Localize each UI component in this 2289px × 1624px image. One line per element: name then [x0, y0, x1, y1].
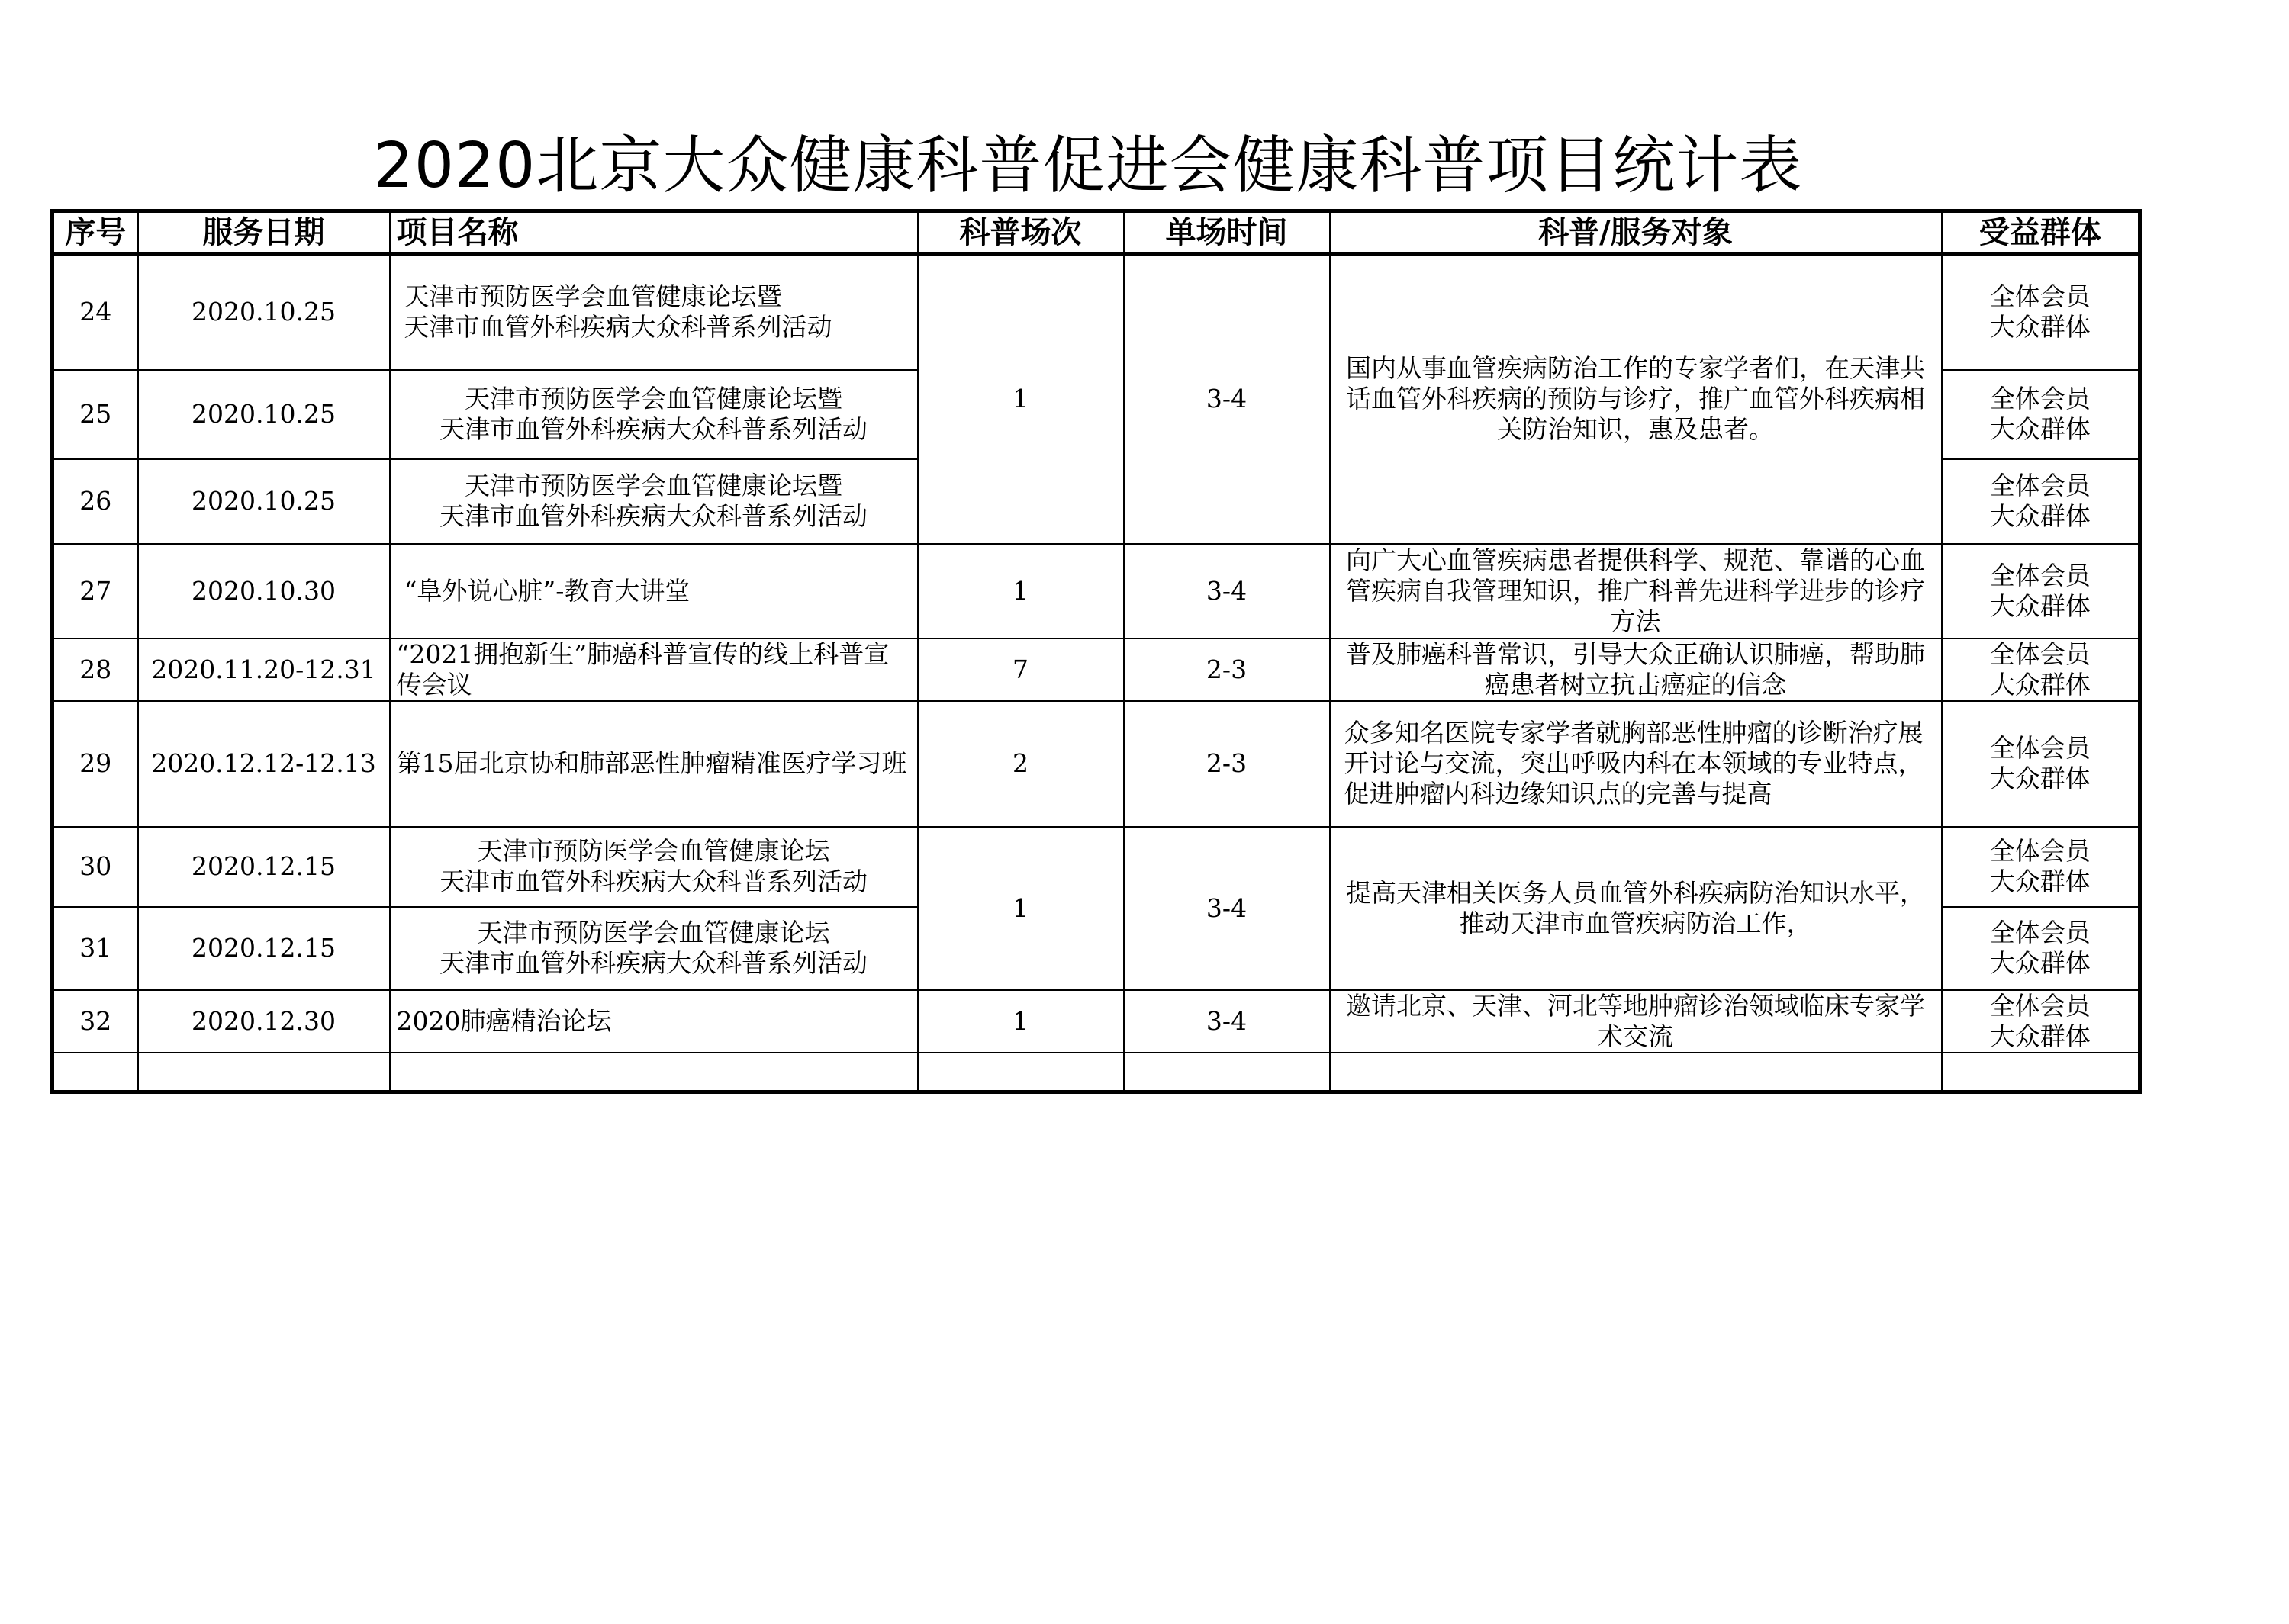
cell-project-name: 第15届北京协和肺部恶性肿瘤精准医疗学习班: [390, 701, 918, 827]
cell-seq: 30: [53, 827, 138, 907]
cell-project-name: 天津市预防医学会血管健康论坛 天津市血管外科疾病大众科普系列活动: [390, 907, 918, 990]
cell-project-name: 天津市预防医学会血管健康论坛暨 天津市血管外科疾病大众科普系列活动: [390, 254, 918, 370]
cell-date: 2020.11.20-12.31: [138, 638, 390, 701]
table-row: [53, 827, 2140, 907]
cell-seq: 31: [53, 907, 138, 990]
empty-cell: [1330, 1053, 1942, 1092]
cell-project-name: 天津市预防医学会血管健康论坛暨 天津市血管外科疾病大众科普系列活动: [390, 459, 918, 544]
cell-audience: 众多知名医院专家学者就胸部恶性肿瘤的诊断治疗展开讨论与交流，突出呼吸内科在本领域的专业特点，促进肿瘤内科边缘知识点的完善与提高: [1330, 701, 1942, 827]
cell-seq: 29: [53, 701, 138, 827]
cell-duration: 2-3: [1124, 638, 1330, 701]
cell-beneficiary: 全体会员 大众群体: [1942, 544, 2140, 638]
empty-row: [53, 1053, 2140, 1092]
statistics-table: [50, 209, 2142, 1094]
page-title: 2020北京大众健康科普促进会健康科普项目统计表: [373, 130, 1803, 202]
table-row: [53, 990, 2140, 1053]
cell-seq: 25: [53, 370, 138, 459]
cell-audience: 普及肺癌科普常识，引导大众正确认识肺癌，帮助肺癌患者树立抗击癌症的信念: [1330, 638, 1942, 701]
cell-sessions: 1: [918, 990, 1124, 1053]
header-seq: 序号: [53, 211, 138, 254]
cell-project-name: 2020肺癌精治论坛: [390, 990, 918, 1053]
header-row: [53, 211, 2140, 254]
empty-cell: [390, 1053, 918, 1092]
cell-sessions: 1: [918, 544, 1124, 638]
cell-duration: 3-4: [1124, 254, 1330, 544]
cell-date: 2020.10.30: [138, 544, 390, 638]
cell-beneficiary: 全体会员 大众群体: [1942, 907, 2140, 990]
cell-seq: 32: [53, 990, 138, 1053]
cell-beneficiary: 全体会员 大众群体: [1942, 990, 2140, 1053]
cell-project-name: 天津市预防医学会血管健康论坛暨 天津市血管外科疾病大众科普系列活动: [390, 370, 918, 459]
header-sessions: 科普场次: [918, 211, 1124, 254]
cell-date: 2020.10.25: [138, 254, 390, 370]
cell-seq: 28: [53, 638, 138, 701]
empty-cell: [53, 1053, 138, 1092]
cell-seq: 26: [53, 459, 138, 544]
cell-beneficiary: 全体会员 大众群体: [1942, 638, 2140, 701]
cell-beneficiary: 全体会员 大众群体: [1942, 459, 2140, 544]
cell-sessions: 7: [918, 638, 1124, 701]
cell-duration: 2-3: [1124, 701, 1330, 827]
cell-date: 2020.10.25: [138, 370, 390, 459]
header-audience: 科普/服务对象: [1330, 211, 1942, 254]
empty-cell: [1942, 1053, 2140, 1092]
table-row: [53, 701, 2140, 827]
cell-date: 2020.12.15: [138, 907, 390, 990]
empty-cell: [138, 1053, 390, 1092]
header-duration: 单场时间: [1124, 211, 1330, 254]
cell-beneficiary: 全体会员 大众群体: [1942, 254, 2140, 370]
cell-duration: 3-4: [1124, 990, 1330, 1053]
empty-cell: [1124, 1053, 1330, 1092]
cell-project-name: “阜外说心脏”-教育大讲堂: [390, 544, 918, 638]
cell-duration: 3-4: [1124, 544, 1330, 638]
cell-seq: 24: [53, 254, 138, 370]
cell-beneficiary: 全体会员 大众群体: [1942, 370, 2140, 459]
cell-audience: 提高天津相关医务人员血管外科疾病防治知识水平，推动天津市血管疾病防治工作，: [1330, 827, 1942, 990]
cell-audience: 国内从事血管疾病防治工作的专家学者们，在天津共话血管外科疾病的预防与诊疗，推广血管外科疾病相关防治知识，惠及患者。: [1330, 254, 1942, 544]
header-name: 项目名称: [390, 211, 918, 254]
cell-beneficiary: 全体会员 大众群体: [1942, 827, 2140, 907]
table-row: [53, 544, 2140, 638]
cell-seq: 27: [53, 544, 138, 638]
cell-sessions: 2: [918, 701, 1124, 827]
cell-sessions: 1: [918, 827, 1124, 990]
cell-audience: 邀请北京、天津、河北等地肿瘤诊治领域临床专家学术交流: [1330, 990, 1942, 1053]
cell-date: 2020.12.30: [138, 990, 390, 1053]
header-beneficiary: 受益群体: [1942, 211, 2140, 254]
table-row: [53, 638, 2140, 701]
cell-duration: 3-4: [1124, 827, 1330, 990]
cell-audience: 向广大心血管疾病患者提供科学、规范、靠谱的心血管疾病自我管理知识，推广科普先进科学进步的诊疗方法: [1330, 544, 1942, 638]
cell-sessions: 1: [918, 254, 1124, 544]
cell-project-name: 天津市预防医学会血管健康论坛 天津市血管外科疾病大众科普系列活动: [390, 827, 918, 907]
table-row: [53, 254, 2140, 370]
empty-cell: [918, 1053, 1124, 1092]
header-date: 服务日期: [138, 211, 390, 254]
cell-beneficiary: 全体会员 大众群体: [1942, 701, 2140, 827]
cell-project-name: “2021拥抱新生”肺癌科普宣传的线上科普宣传会议: [390, 638, 918, 701]
cell-date: 2020.12.12-12.13: [138, 701, 390, 827]
cell-date: 2020.12.15: [138, 827, 390, 907]
cell-date: 2020.10.25: [138, 459, 390, 544]
